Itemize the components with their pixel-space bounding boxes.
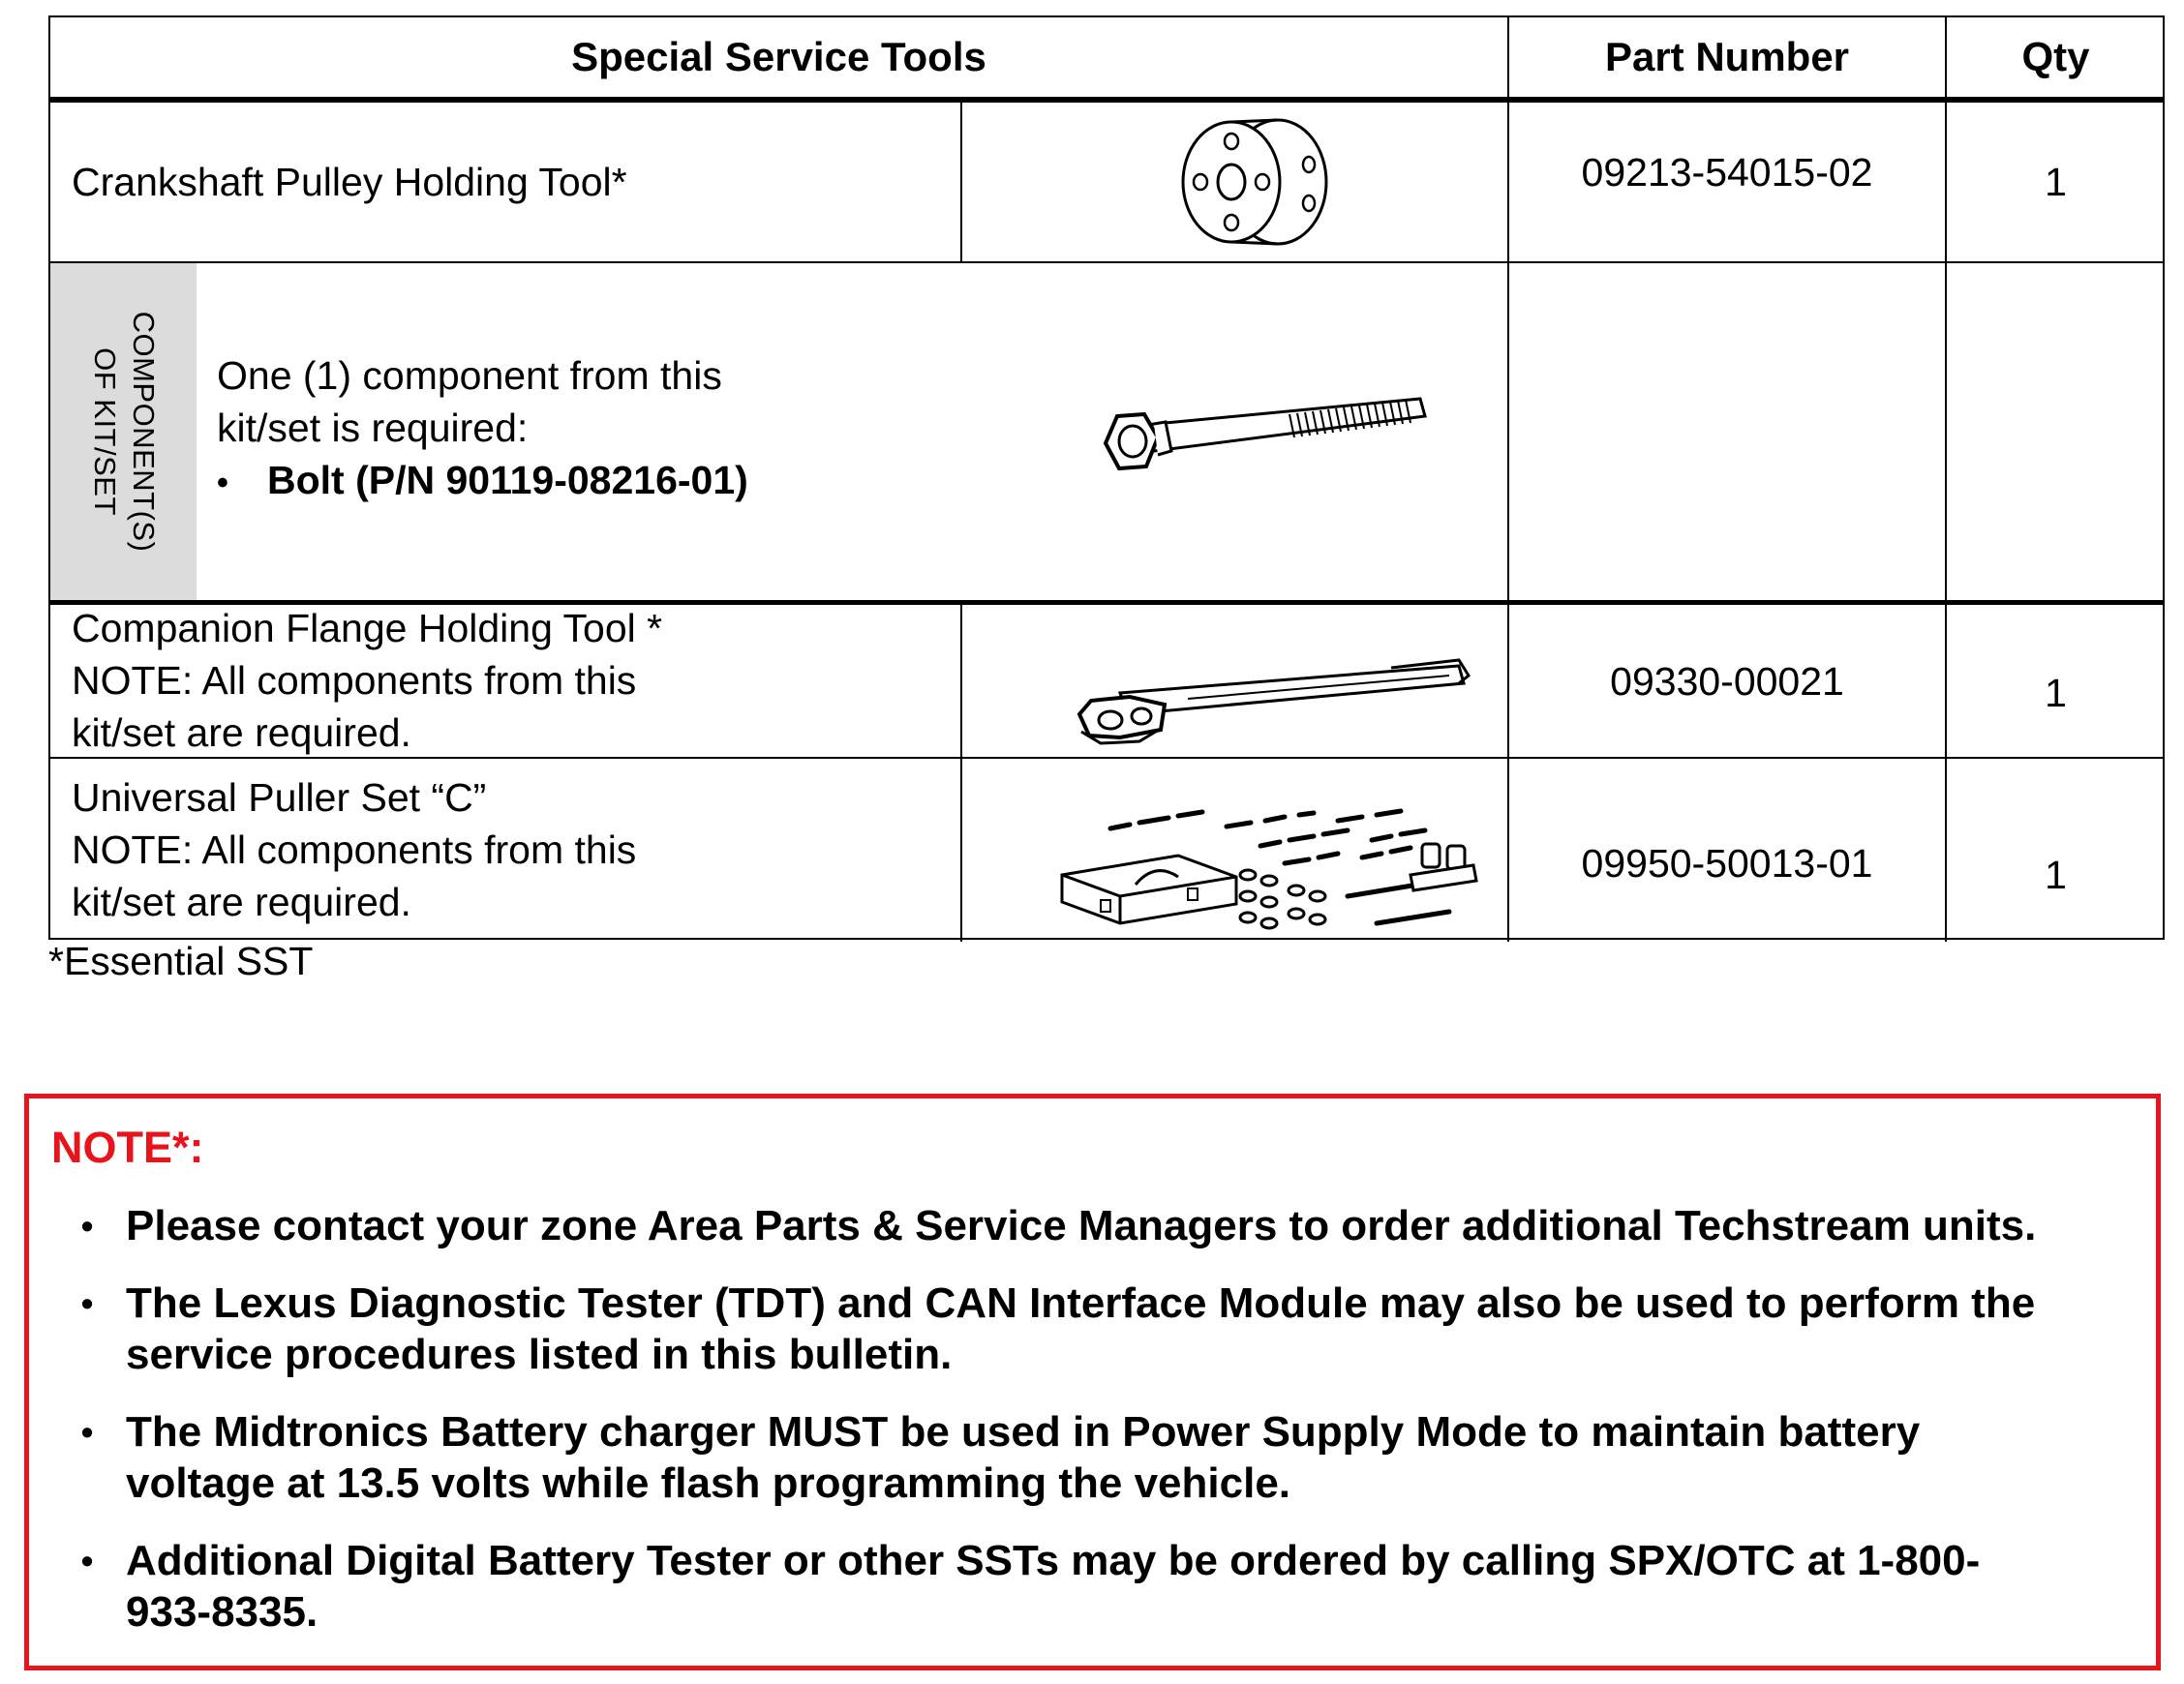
note-item (48, 1406, 2127, 1509)
table-row-3-qty: 1 (2045, 670, 2067, 715)
table-row-1-qty: 1 (2045, 159, 2067, 204)
note-title: NOTE*: (51, 1123, 204, 1172)
column-divider (960, 103, 962, 261)
note-item-line: Additional Digital Battery Tester or other SSTs may be ordered by calling SPX/OTC at 1-800- (126, 1537, 1981, 1584)
special-service-tools-table (48, 15, 2165, 940)
component-bullet (217, 454, 748, 509)
component-text-line: kit/set is required: (217, 406, 529, 450)
note-item-line: Please contact your zone Area Parts & Service Managers to order additional Techstream units. (126, 1202, 2037, 1249)
bullet-icon: • (80, 1541, 94, 1580)
tool-name-line: NOTE: All components from this (72, 827, 637, 872)
bolt-illustration (1096, 377, 1435, 503)
essential-sst-footnote: *Essential SST (48, 939, 314, 983)
row-divider (50, 261, 2163, 263)
table-row-3-tool-name (72, 602, 662, 759)
table-row-4-qty: 1 (2045, 852, 2067, 897)
side-label-line: COMPONENT(S) (126, 311, 161, 553)
note-item-line: service procedures listed in this bulletin. (126, 1331, 953, 1378)
note-item-line: 933-8335. (126, 1588, 318, 1636)
header-qty: Qty (2021, 34, 2090, 79)
component-text-line: One (1) component from this (217, 353, 722, 398)
bullet-icon: • (80, 1412, 94, 1452)
header-part-number: Part Number (1604, 34, 1850, 79)
column-divider (960, 605, 962, 942)
components-of-kit-label (50, 263, 197, 600)
table-row-3-part-number: 09330-00021 (1610, 658, 1844, 704)
tool-name-line: Universal Puller Set “C” (72, 775, 487, 820)
table-row-4-tool-name (72, 771, 636, 928)
note-item (48, 1200, 2127, 1251)
puller-set-illustration (1043, 799, 1507, 940)
header-divider (50, 97, 2163, 103)
header-special-service-tools: Special Service Tools (571, 34, 986, 79)
tool-name-line: NOTE: All components from this (72, 658, 637, 703)
note-item-line: voltage at 13.5 volts while flash programming the vehicle. (126, 1459, 1291, 1507)
tool-name-line: Crankshaft Pulley Holding Tool* (72, 160, 627, 204)
note-item (48, 1535, 2127, 1638)
tool-name-line: kit/set are required. (72, 710, 411, 755)
note-box (24, 1094, 2161, 1670)
note-item-line: The Lexus Diagnostic Tester (TDT) and CAN Interface Module may also be used to perform the (126, 1279, 2036, 1327)
bullet-icon: • (80, 1283, 94, 1323)
flange-holding-tool-illustration (1072, 647, 1478, 753)
pulley-holding-tool-illustration (1164, 112, 1338, 256)
tool-name-line: kit/set are required. (72, 880, 411, 924)
side-label-line: OF KIT/SET (87, 347, 122, 516)
note-item-line: The Midtronics Battery charger MUST be used in Power Supply Mode to maintain battery (126, 1408, 1921, 1456)
bullet-icon: • (80, 1206, 94, 1246)
note-list (48, 1200, 2127, 1664)
component-requirement-text (217, 349, 748, 509)
table-row-4-part-number: 09950-50013-01 (1581, 840, 1873, 886)
bolt-part-number: Bolt (P/N 90119-08216-01) (267, 458, 748, 502)
tool-name-line: Companion Flange Holding Tool * (72, 606, 663, 650)
table-row-1-tool-name (72, 156, 627, 208)
table-row-1-part-number: 09213-54015-02 (1581, 149, 1873, 195)
bullet-icon: • (217, 465, 228, 501)
note-item (48, 1278, 2127, 1380)
